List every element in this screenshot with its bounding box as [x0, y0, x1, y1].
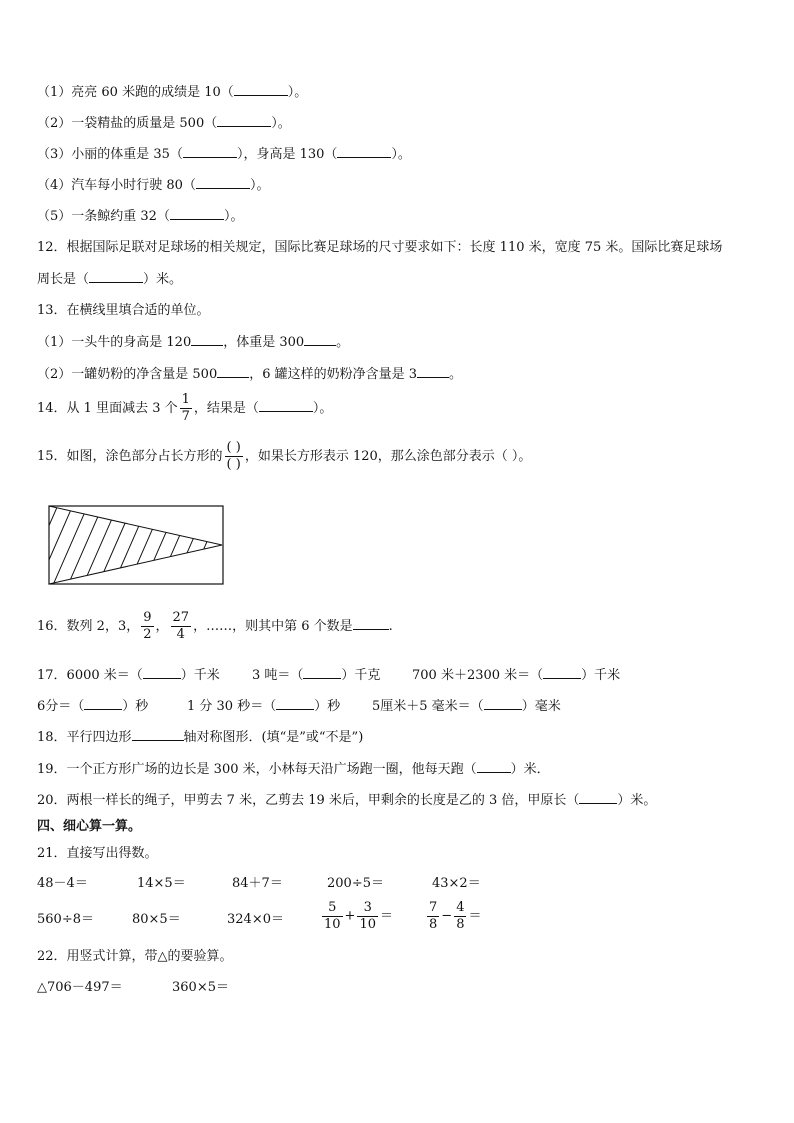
fraction — [322, 900, 343, 933]
equals: ＝ — [380, 908, 394, 924]
fraction-denominator: 2 — [143, 627, 152, 642]
q14-line — [37, 392, 332, 425]
q11-line-1 — [37, 83, 307, 102]
q21-expr: 48－4＝ — [37, 876, 88, 891]
q11-line-3 — [37, 145, 411, 164]
fraction — [180, 392, 192, 425]
q15-text: ，如果长方形表示 120，那么涂色部分表示（ ）。 — [244, 449, 532, 464]
q14-text: 14．从 1 里面减去 3 个 — [37, 401, 178, 416]
answer-blank[interactable] — [191, 333, 223, 346]
q14-text: ，结果是（ — [193, 401, 259, 416]
q17-text: ）千克 — [341, 668, 381, 683]
fraction-numerator: 1 — [181, 392, 190, 407]
q21-expr: 560÷8＝ — [37, 912, 94, 927]
answer-blank[interactable] — [89, 270, 143, 283]
q17-text: 700 米＋2300 米＝（ — [412, 668, 544, 683]
q13-line-2 — [37, 365, 462, 384]
q17-item-1 — [37, 666, 220, 685]
q20-text: ）米。 — [617, 793, 657, 808]
q19-text: ）米． — [510, 762, 550, 777]
fraction-denominator: 10 — [324, 917, 341, 932]
fraction-numerator: 4 — [456, 900, 465, 915]
q17-text: ）千米 — [180, 668, 220, 683]
answer-blank[interactable] — [170, 207, 224, 220]
q20-text: 20．两根一样长的绳子，甲剪去 7 米，乙剪去 19 米后，甲剩余的长度是乙的 3 倍，甲原长（ — [37, 793, 580, 808]
answer-blank[interactable] — [217, 365, 249, 378]
fraction — [357, 900, 378, 933]
q22-expr-2: 360×5＝ — [172, 980, 229, 995]
q17-item-5 — [187, 697, 340, 716]
answer-blank[interactable] — [484, 697, 522, 710]
q18-line — [37, 728, 363, 747]
q12-text: ）米。 — [143, 272, 183, 287]
fraction-denominator: 10 — [359, 917, 376, 932]
q11-text: ）。 — [287, 85, 308, 100]
q21-fraction-expr-2 — [425, 900, 481, 933]
fraction-numerator: ( ) — [226, 440, 241, 455]
q19-text: 19．一个正方形广场的边长是 300 米，小林每天沿广场跑一圈，他每天跑（ — [37, 762, 477, 777]
q13-text: ，6 罐这样的奶粉净含量是 3 — [249, 367, 418, 382]
q11-line-2 — [37, 114, 291, 133]
fraction-numerator: 9 — [143, 610, 152, 625]
fraction-denominator: ( ) — [226, 457, 241, 472]
q21-expr: 14×5＝ — [137, 876, 186, 891]
answer-blank[interactable] — [353, 617, 389, 630]
q17-text: 3 吨＝（ — [252, 668, 304, 683]
q13-text: ，体重是 300 — [223, 335, 305, 350]
q17-text: 1 分 30 秒＝（ — [187, 699, 277, 714]
q19-line — [37, 760, 550, 779]
answer-blank[interactable] — [579, 791, 617, 804]
q17-text: ）千米 — [581, 668, 621, 683]
q12-text: 周长是（ — [37, 272, 90, 287]
fraction — [171, 610, 192, 643]
q16-text: ，……，则其中第 6 个数是 — [193, 619, 353, 634]
q20-line — [37, 791, 656, 810]
answer-blank[interactable] — [304, 333, 336, 346]
q11-text: （4）汽车每小时行驶 80（ — [37, 178, 196, 193]
fraction — [454, 900, 466, 933]
q17-item-3 — [412, 666, 620, 685]
answer-blank[interactable] — [417, 365, 449, 378]
fraction — [141, 610, 153, 643]
answer-blank[interactable] — [84, 697, 122, 710]
q17-item-4 — [37, 697, 148, 716]
answer-blank[interactable] — [183, 145, 237, 158]
q13-text: 。 — [336, 335, 350, 350]
q17-text: ）毫米 — [521, 699, 561, 714]
q22-expr-1: △706－497＝ — [37, 980, 123, 995]
q11-text: （5）一条鲸约重 32（ — [37, 209, 170, 224]
answer-blank[interactable] — [543, 666, 581, 679]
q22-title: 22．用竖式计算，带△的要验算。 — [37, 949, 233, 964]
fraction-numerator: 5 — [328, 900, 337, 915]
q13-line-1 — [37, 333, 349, 352]
operator: + — [344, 908, 356, 924]
q15-line — [37, 440, 531, 473]
q11-text: ）。 — [391, 147, 411, 162]
q11-text: （2）一袋精盐的质量是 500（ — [37, 116, 218, 131]
q17-text: ）秒 — [122, 699, 149, 714]
answer-blank[interactable] — [217, 114, 271, 127]
q14-text: ）。 — [312, 401, 333, 416]
answer-blank[interactable] — [259, 399, 313, 412]
q21-expr: 84＋7＝ — [232, 876, 283, 891]
q13-text: （1）一头牛的身高是 120 — [37, 335, 192, 350]
q21-expr: 324×0＝ — [227, 912, 284, 927]
q17-text: 17．6000 米＝（ — [37, 668, 143, 683]
q17-text: 5厘米＋5 毫米＝（ — [372, 699, 484, 714]
q13-title: 13．在横线里填合适的单位。 — [37, 303, 210, 318]
q13-text: 。 — [449, 367, 463, 382]
q12-line-2 — [37, 270, 182, 289]
q18-text: 18．平行四边形 — [37, 730, 132, 745]
q17-item-6 — [372, 697, 561, 716]
fraction — [427, 900, 439, 933]
q13-text: （2）一罐奶粉的净含量是 500 — [37, 367, 218, 382]
q11-text: ）。 — [271, 116, 291, 131]
q16-line — [37, 610, 393, 643]
q11-text: ），身高是 130（ — [236, 147, 338, 162]
answer-blank[interactable] — [132, 728, 184, 741]
q21-expr: 200÷5＝ — [327, 876, 384, 891]
q11-text: ）。 — [249, 178, 270, 193]
q11-line-4 — [37, 176, 269, 195]
fraction-denominator: 4 — [171, 626, 192, 643]
q11-line-5 — [37, 207, 243, 226]
answer-blank[interactable] — [143, 666, 181, 679]
rectangle-figure — [48, 505, 226, 587]
fraction-numerator: 3 — [363, 900, 372, 915]
q21-title: 21．直接写出得数。 — [37, 846, 158, 861]
fraction-numerator: 27 — [172, 610, 190, 625]
q16-text: ， — [155, 619, 169, 634]
answer-blank[interactable] — [477, 760, 511, 773]
shaded-rectangle-figure — [48, 505, 226, 591]
fraction-numerator: 7 — [429, 900, 438, 915]
q17-item-2 — [252, 666, 380, 685]
q12-line-1: 12．根据国际足联对足球场的相关规定，国际比赛足球场的尺寸要求如下：长度 110 米，宽度 75 米。国际比赛足球场 — [37, 240, 723, 255]
q18-text: 轴对称图形．(填“是”或“不是”) — [183, 730, 364, 745]
q17-text: 6分＝（ — [37, 699, 85, 714]
answer-blank[interactable] — [196, 176, 250, 189]
fraction-denominator: 8 — [456, 917, 465, 932]
q15-text: 15．如图，涂色部分占长方形的 — [37, 449, 223, 464]
answer-blank[interactable] — [276, 697, 314, 710]
q17-text: ）秒 — [314, 699, 341, 714]
q11-text: （3）小丽的体重是 35（ — [37, 147, 183, 162]
q11-text: ）。 — [223, 209, 244, 224]
answer-blank[interactable] — [303, 666, 341, 679]
answer-blank[interactable] — [234, 83, 288, 96]
q16-text: 16．数列 2，3， — [37, 619, 140, 634]
fraction-denominator: 8 — [429, 917, 438, 932]
operator: − — [441, 908, 453, 924]
fraction-blank[interactable] — [225, 440, 243, 473]
q16-text: . — [388, 619, 393, 634]
q21-fraction-expr-1 — [320, 900, 393, 933]
equals: ＝ — [468, 908, 482, 924]
fraction-denominator: 7 — [181, 409, 190, 424]
q21-expr: 80×5＝ — [132, 912, 181, 927]
q21-expr: 43×2＝ — [432, 876, 481, 891]
rectangle — [49, 506, 223, 584]
answer-blank[interactable] — [337, 145, 391, 158]
q11-text: （1）亮亮 60 米跑的成绩是 10（ — [37, 85, 234, 100]
section-heading: 四、细心算一算。 — [37, 819, 142, 834]
